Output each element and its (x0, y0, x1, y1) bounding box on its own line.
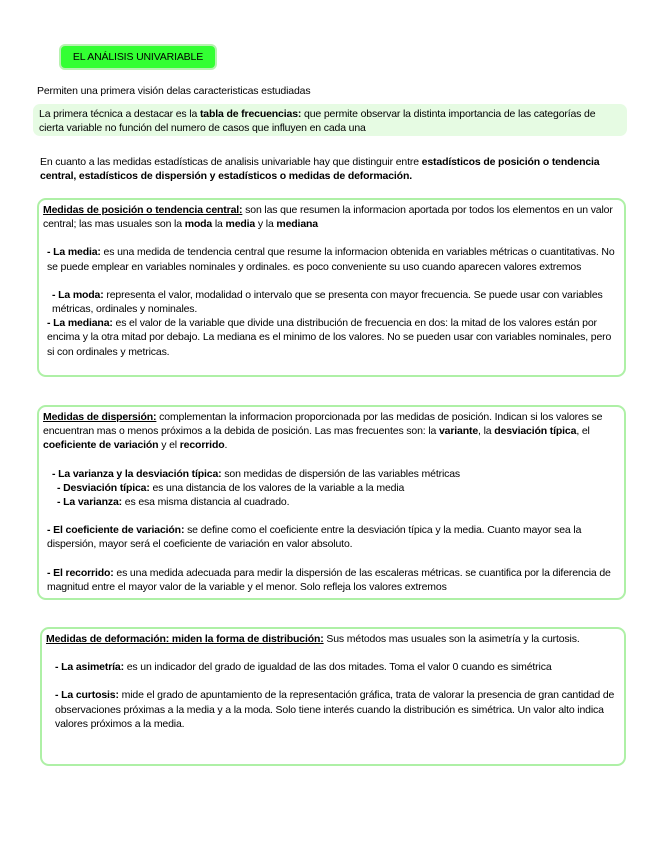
recorrido-label: - El recorrido: (47, 566, 114, 579)
deformation-intro (46, 632, 620, 646)
connector-la: , la (478, 425, 495, 438)
term-mediana: mediana (276, 218, 318, 231)
term-desviacion: desviación típica (494, 425, 577, 438)
media-text: es una medida de tendencia central que resume la informacion obtenida en variables métricas o cuantitativas. No se puede emplear en variables nominales y ordinales. es poco conveniente su uso cuando aparecen valores extremos (47, 246, 615, 273)
term-variante: variante (438, 425, 479, 438)
recorrido-text: es una medida adecuada para medir la dispersión de las escaleras métricas. se cuantifica por la diferencia de magnitud entre el mayor valor de la variable y el menor. Solo refleja los valores extremos (47, 566, 611, 593)
page-title-text: EL ANÁLISIS UNIVARIABLE (72, 51, 204, 63)
asimetria-definition (46, 660, 620, 674)
curtosis-text: mide el grado de apuntamiento de la representación gráfica, trata de valorar la presencia de gran cantidad de observaciones próximas a la media y a la moda. Solo tiene interés cuando la distribución es simétrica. Un valor alto indica valores próximos a la media. (55, 689, 615, 730)
connector-y-la: y la (255, 218, 277, 231)
mediana-definition (43, 316, 620, 359)
position-intro (43, 203, 620, 231)
term-media: media (225, 218, 256, 231)
curtosis-definition (46, 688, 620, 731)
mediana-label: - La mediana: (47, 317, 113, 330)
desviacion-label: - Desviación típica: (57, 481, 150, 494)
measures-prefix: En cuanto a las medidas estadísticas de analisis univariable hay que distinguir entre (40, 156, 422, 168)
deformation-intro-text: Sus métodos mas usuales son la asimetría y la curtosis. (323, 633, 580, 645)
varianza-desviacion-definition (43, 467, 620, 481)
position-heading: Medidas de posición o tendencia central: (43, 204, 243, 216)
recorrido-definition (43, 566, 620, 594)
term-recorrido: recorrido (179, 439, 225, 452)
position-measures-box (37, 198, 626, 377)
dispersion-intro-text: complementan la informacion proporcionada por las medidas de posición. Indican si los valores se encuentran mas o menos próximos a la debida de posición. Las mas frecuentes son: la (43, 411, 603, 438)
frequency-suffix: que permite observar la distinta importancia de las categorías de cierta variable no función del numero de casos que influyen en cada una (39, 108, 596, 135)
intro-text: Permiten una primera visión delas caracteristicas estudiadas (37, 85, 311, 97)
frequency-prefix: La primera técnica a destacar es la (39, 108, 200, 120)
varianza-desviacion-label: - La varianza y la desviación típica: (52, 467, 222, 480)
varianza-label: - La varianza: (57, 496, 123, 509)
frequency-table-note (33, 104, 627, 136)
moda-definition (43, 288, 620, 316)
moda-text: representa el valor, modalidad o intervalo que se presenta con mayor frecuencia. Se puede usar con variables métricas, ordinales y nominales. (52, 288, 603, 316)
page-title (59, 44, 217, 70)
measures-paragraph (40, 155, 626, 183)
connector-y-el: y el (158, 439, 180, 452)
desviacion-text: es una distancia de los valores de la variable a la media (149, 481, 405, 494)
measures-strong: estadísticos de posición o tendencia central, estadísticos de dispersión y estadísticos o medidas de deformación. (40, 156, 600, 183)
varianza-text: es esa misma distancia al cuadrado. (122, 496, 290, 509)
coeficiente-text: se define como el coeficiente entre la desviación típica y la media. Cuanto mayor sea la dispersión, mayor será el coeficiente de variación en valor absoluto. (47, 524, 582, 551)
varianza-desviacion-text: son medidas de dispersión de las variables métricas (221, 467, 461, 480)
desviacion-definition (43, 481, 620, 495)
asimetria-text: es un indicador del grado de igualdad de las dos mitades. Toma el valor 0 cuando es simétrica (123, 661, 552, 674)
term-moda: moda (184, 218, 213, 231)
position-intro-text: son las que resumen la informacion aportada por todos los elementos en un valor central; las mas usuales son la (43, 204, 613, 231)
asimetria-label: - La asimetría: (55, 661, 124, 674)
term-coeficiente: coeficiente de variación (43, 439, 159, 452)
moda-label: - La moda: (52, 288, 104, 301)
deformation-heading: Medidas de deformación: miden la forma de distribución: (46, 633, 324, 645)
coeficiente-definition (43, 523, 620, 551)
media-definition (43, 245, 620, 273)
deformation-measures-box (40, 627, 626, 766)
media-label: - La media: (47, 246, 101, 259)
curtosis-label: - La curtosis: (55, 689, 119, 702)
varianza-definition (43, 495, 620, 509)
dispersion-intro (43, 410, 620, 453)
frequency-strong: tabla de frecuencias: (199, 108, 302, 120)
dispersion-heading: Medidas de dispersión: (43, 411, 157, 423)
connector-el: , el (576, 425, 590, 438)
coeficiente-label: - El coeficiente de variación: (47, 524, 185, 537)
connector-dot: . (224, 439, 228, 452)
mediana-text: es el valor de la variable que divide una distribución de frecuencia en dos: la mitad de los valores están por encima y la otra mitad por debajo. La mediana es el minimo de los valores. No se pueden usar con variables nominales, pero si con ordinales y metricas. (47, 317, 612, 358)
dispersion-measures-box (37, 405, 626, 600)
connector-la: la (212, 218, 226, 231)
